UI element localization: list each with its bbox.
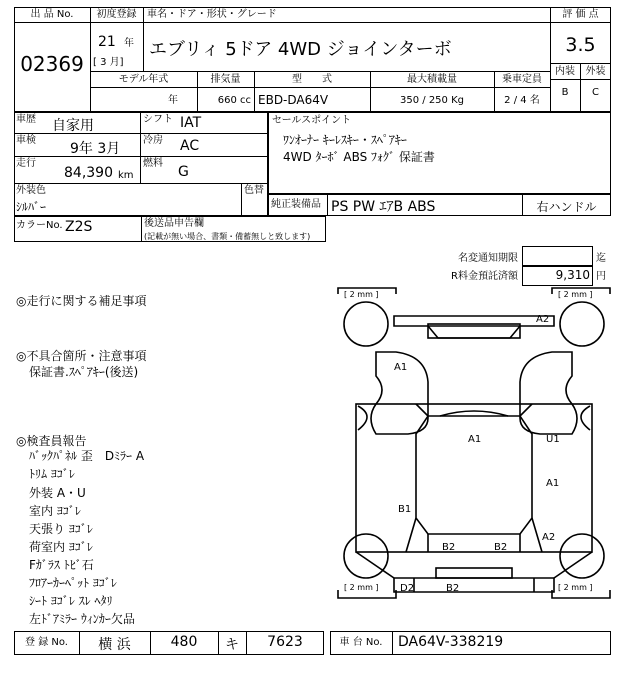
inspector-label: ◎検査員報告	[16, 434, 87, 448]
color-no: Z2S	[65, 219, 93, 235]
damage-mark: A2	[536, 314, 550, 325]
reg-month: [ 3 月]	[93, 57, 124, 68]
score: 3.5	[565, 34, 596, 56]
damage-mark: A1	[394, 362, 408, 373]
reg-year-unit: 年	[124, 38, 134, 49]
model-label: 型 式	[292, 74, 332, 85]
defects: 保証書.ｽﾍﾟｱｷｰ(後送)	[29, 365, 139, 379]
tire-label-tr: [ 2 mm ]	[558, 290, 593, 299]
inspector-line: 左ﾄﾞｱﾐﾗｰ ｳｨﾝｶｰ欠品	[29, 612, 135, 626]
damage-mark: A2	[542, 532, 556, 543]
capacity-label: 乗車定員	[502, 74, 542, 85]
car-name: エブリィ 5ドア 4WD ジョインターボ	[149, 39, 452, 60]
model-year-unit: 年	[168, 95, 178, 106]
defects-label: ◎不具合箇所・注意事項	[16, 349, 147, 363]
inspector-line: 荷室内 ﾖｺﾞﾚ	[29, 540, 93, 554]
damage-mark: A1	[546, 478, 560, 489]
chassis-number: DA64V-338219	[398, 634, 504, 650]
name-change-box	[522, 246, 593, 266]
ac: AC	[180, 138, 200, 154]
history: 自家用	[52, 118, 94, 134]
model-code: EBD-DA64V	[258, 93, 329, 107]
car-damage-diagram	[336, 286, 612, 606]
max-load: 350 / 250 Kg	[400, 95, 464, 106]
history-label: 車歴	[16, 114, 36, 125]
inspector-line: 室内 ﾖｺﾞﾚ	[29, 504, 81, 518]
exterior-color-label: 外装色	[16, 185, 46, 196]
reg-year-label: 初度登録	[96, 9, 137, 20]
recycle-amount: 9,310	[555, 268, 590, 282]
mileage: 84,390	[64, 165, 113, 181]
inspection-label: 車検	[16, 135, 36, 146]
sales-point-label: セールスポイント	[272, 115, 352, 126]
load-label: 最大積載量	[407, 74, 457, 85]
fuel: G	[178, 164, 189, 180]
ac-label: 冷房	[143, 135, 163, 146]
inspector-line: ﾄﾘﾑ ﾖｺﾞﾚ	[29, 467, 75, 481]
sales-point-line-1: ﾜﾝｵｰﾅｰ ｷｰﾚｽｷｰ・ｽﾍﾟｱｷｰ	[283, 133, 407, 147]
equipment-label: 純正装備品	[271, 199, 321, 210]
reg-year: 21	[98, 34, 116, 50]
exterior-grade: C	[592, 87, 599, 98]
color-change-label: 色替	[244, 185, 264, 196]
tire-label-tl: [ 2 mm ]	[344, 290, 379, 299]
color-no-label: カラーNo.	[16, 220, 63, 231]
steering: 右ハンドル	[536, 200, 597, 214]
inspector-line: ｼｰﾄ ﾖｺﾞﾚ ｽﾚ ﾍﾀﾘ	[29, 594, 113, 608]
aftermarket-label: 後送品申告欄	[144, 218, 204, 229]
mileage-unit: km	[118, 170, 134, 181]
damage-mark: B2	[442, 542, 456, 553]
aftermarket-note: (記載が無い場合、書類・備蓄無しと致します)	[144, 232, 311, 241]
equipment: PS PW ｴｱB ABS	[331, 199, 436, 215]
interior-grade: B	[561, 87, 569, 98]
damage-mark: D2	[400, 583, 415, 594]
tire-label-br: [ 2 mm ]	[558, 583, 593, 592]
inspection: 9年 3月	[70, 141, 121, 157]
exterior-label: 外装	[585, 66, 606, 77]
inspector-line: ﾊﾞｯｸﾊﾟﾈﾙ 歪 Dﾐﾗｰ A	[29, 449, 145, 463]
exterior-color: ｼﾙﾊﾞｰ	[16, 200, 47, 214]
plate-number: 7623	[267, 634, 303, 650]
inspector-line: Fｶﾞﾗｽ ﾄﾋﾞ石	[29, 558, 94, 572]
damage-mark: B2	[446, 583, 460, 594]
displacement: 660 cc	[217, 95, 251, 106]
name-change-unit: 迄	[596, 253, 606, 264]
car-name-label: 車名・ドア・形状・グレード	[147, 9, 277, 20]
sales-point-line-2: 4WD ﾀｰﾎﾞ ABS ﾌｫｸﾞ 保証書	[283, 150, 435, 164]
plate-label: 登 録 No.	[25, 637, 68, 648]
recycle-unit: 円	[596, 271, 606, 282]
shift-label: シフト	[143, 114, 173, 125]
damage-mark: B2	[494, 542, 508, 553]
damage-mark: A1	[468, 434, 482, 445]
displacement-label: 排気量	[210, 74, 241, 85]
tire-label-bl: [ 2 mm ]	[344, 583, 379, 592]
fuel-label: 燃料	[143, 158, 163, 169]
driving-remarks-label: ◎走行に関する補足事項	[16, 294, 147, 308]
shift: IAT	[180, 115, 202, 131]
inspector-line: 外装 A・U	[29, 486, 86, 500]
mileage-label: 走行	[16, 158, 36, 169]
name-change-label: 名変通知期限	[458, 253, 518, 264]
chassis-label: 車 台 No.	[339, 637, 383, 648]
damage-mark: B1	[398, 504, 412, 515]
lot-label: 出 品 No.	[30, 9, 74, 20]
lot-number: 02369	[20, 52, 84, 76]
inspector-line: 天張り ﾖｺﾞﾚ	[29, 522, 93, 536]
interior-label: 内装	[555, 66, 575, 77]
score-label: 評 価 点	[562, 9, 599, 20]
damage-mark: U1	[546, 434, 560, 445]
plate-class: 480	[170, 634, 198, 650]
capacity: 2 / 4 名	[504, 95, 540, 106]
inspector-line: ﾌﾛｱｰｶｰﾍﾟｯﾄ ﾖｺﾞﾚ	[29, 576, 117, 590]
plate-kana: キ	[225, 637, 239, 653]
model-year-label: モデル年式	[118, 74, 169, 85]
plate-area: 横 浜	[98, 637, 131, 653]
recycle-label: R料金預託済額	[451, 271, 518, 282]
